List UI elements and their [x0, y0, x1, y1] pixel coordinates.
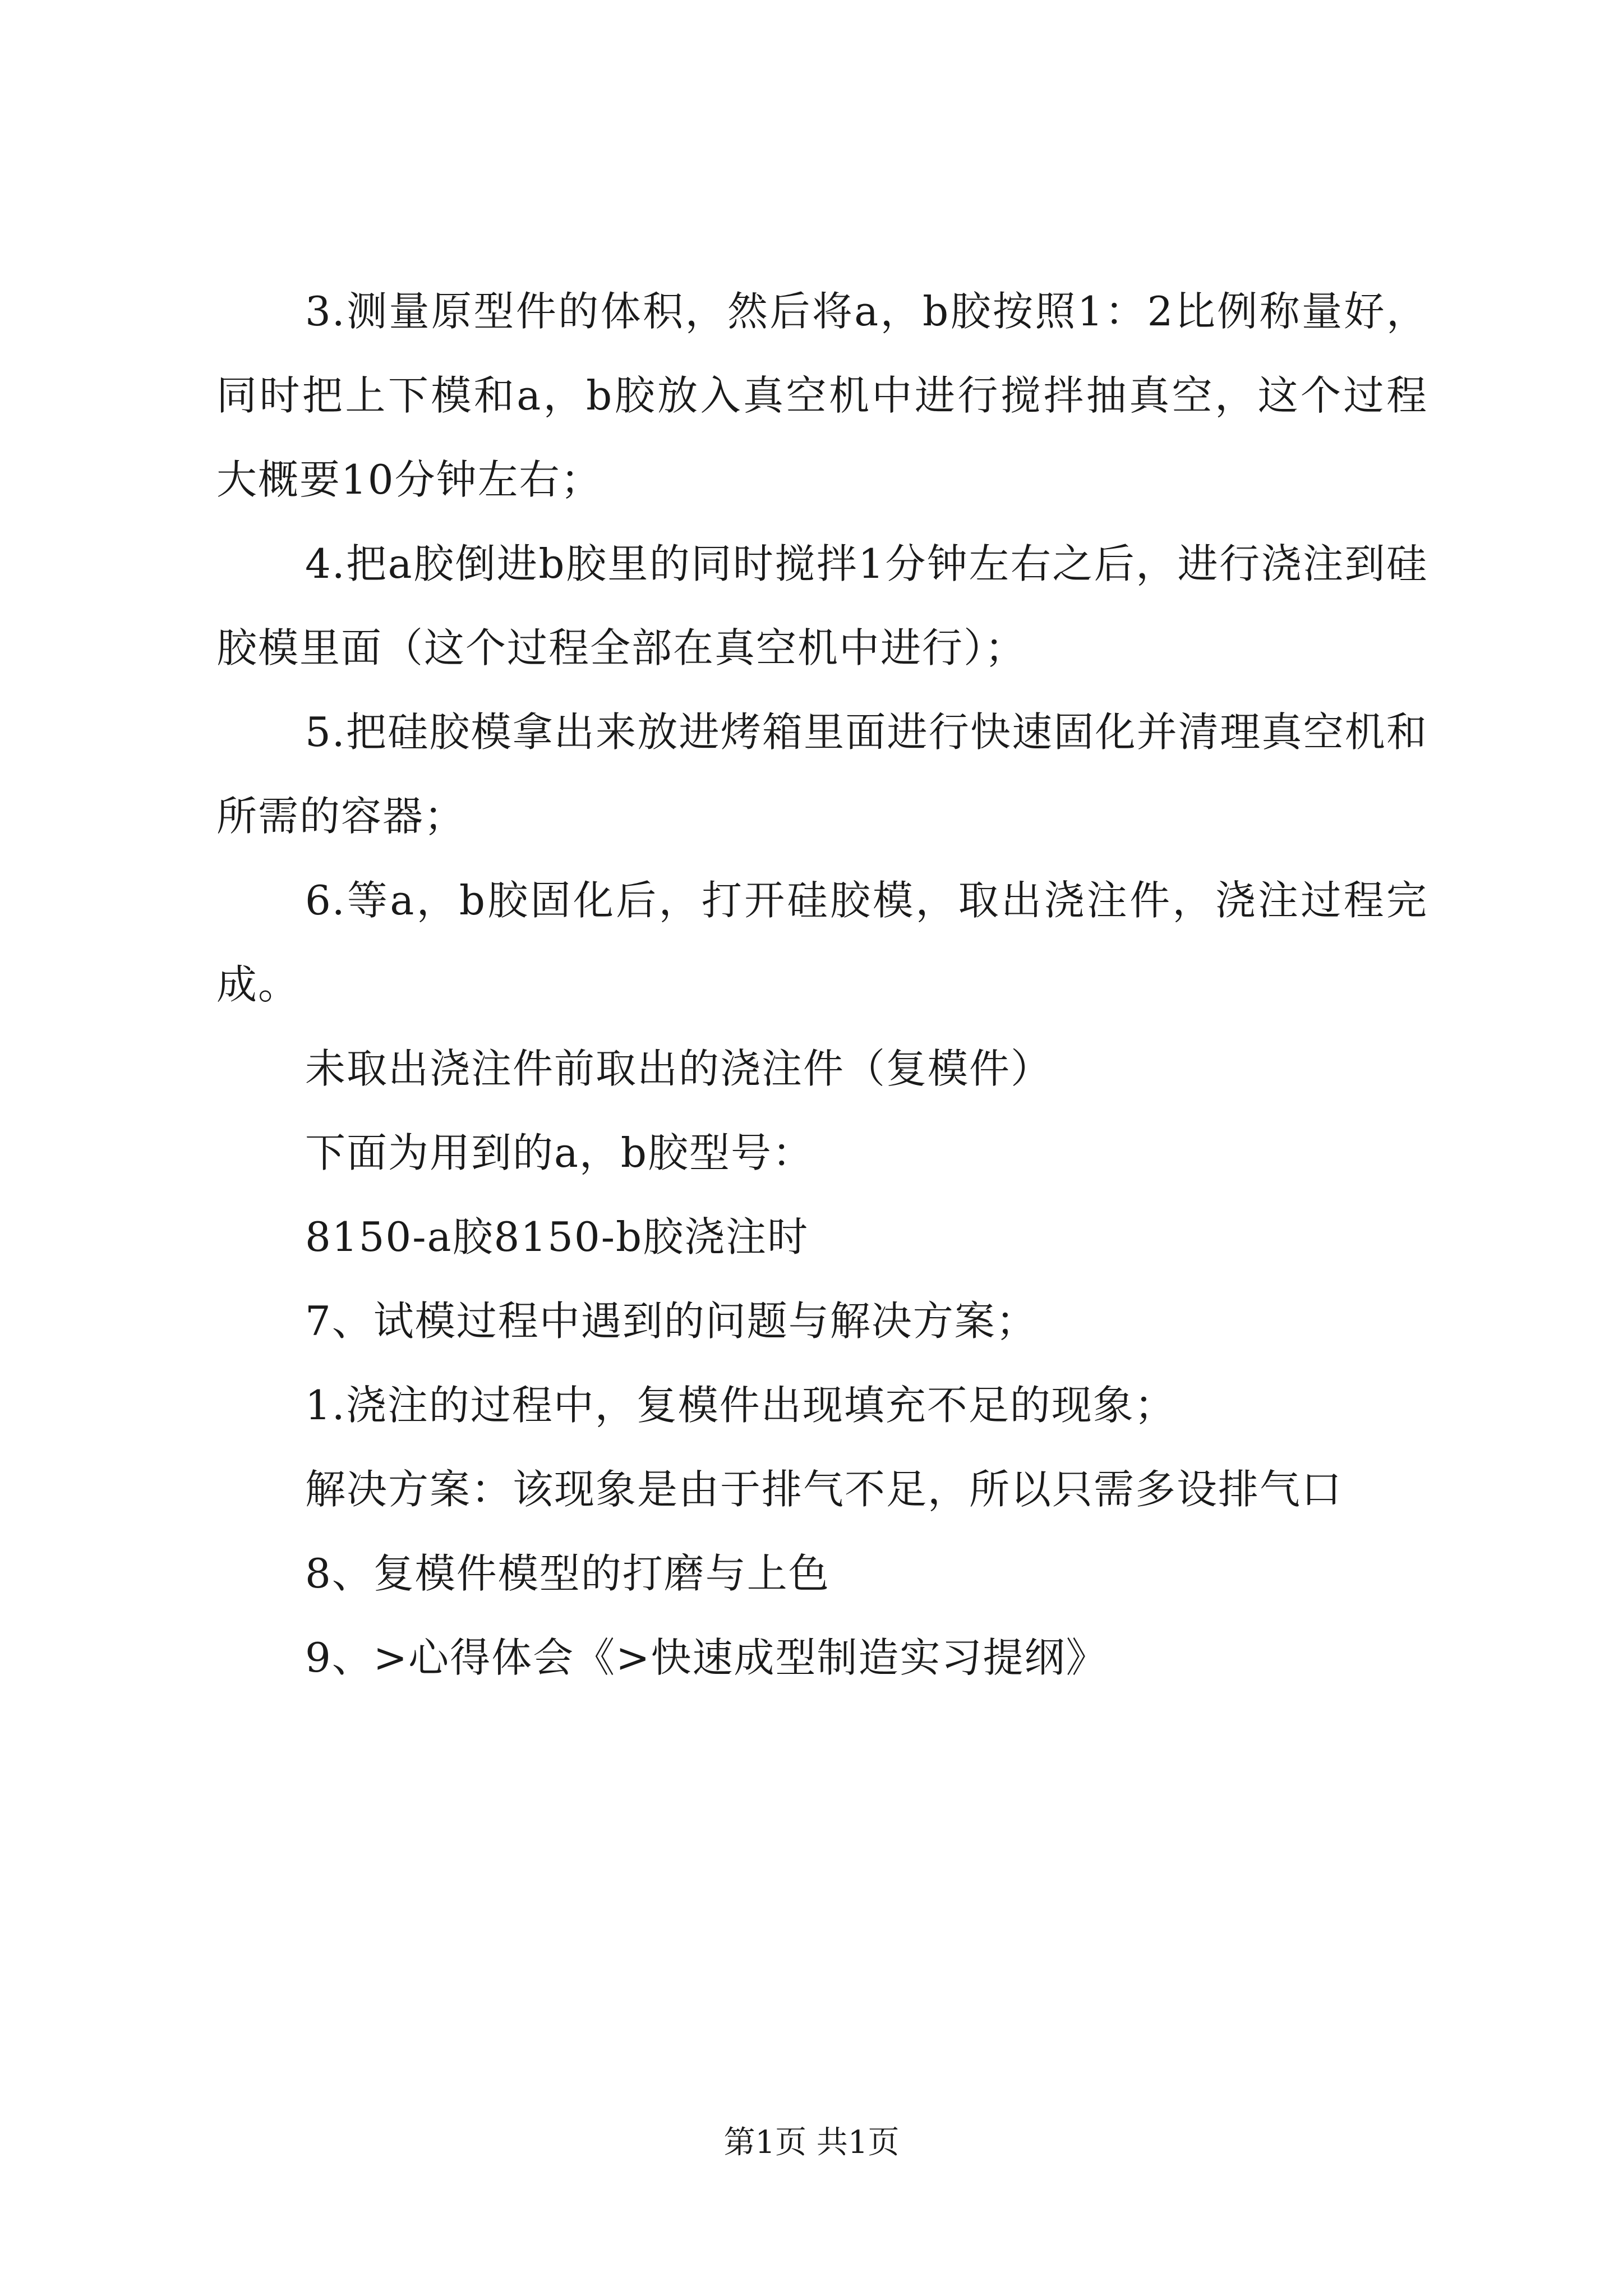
section-heading-9: 9、>心得体会《>快速成型制造实习提纲》 [305, 1634, 1108, 1681]
document-body [216, 269, 1428, 1700]
line-solution: 解决方案：该现象是由于排气不足，所以只需多设排气口 [305, 1466, 1343, 1513]
paragraph-step-6: 6.等a，b胶固化后，打开硅胶模，取出浇注件，浇注过程完成。 [216, 877, 1428, 1008]
line-problem-1: 1.浇注的过程中，复模件出现填充不足的现象； [305, 1382, 1176, 1429]
paragraph-step-3: 3.测量原型件的体积，然后将a，b胶按照1：2比例称量好，同时把上下模和a，b胶放入真空机中进行搅拌抽真空，这个过程大概要10分钟左右； [216, 288, 1428, 503]
section-heading-7: 7、试模过程中遇到的问题与解决方案； [305, 1297, 1038, 1345]
paragraph-step-4: 4.把a胶倒进b胶里的同时搅拌1分钟左右之后，进行浇注到硅胶模里面（这个过程全部在真空机中进行）； [216, 540, 1428, 671]
line-glue-models: 8150-a胶8150-b胶浇注时 [305, 1213, 809, 1260]
section-heading-8: 8、复模件模型的打磨与上色 [305, 1550, 830, 1597]
paragraph-step-5: 5.把硅胶模拿出来放进烤箱里面进行快速固化并清理真空机和所需的容器； [216, 708, 1428, 840]
line-glue-model-intro: 下面为用到的a，b胶型号： [305, 1129, 814, 1176]
page-footer: 第1页 共1页 [723, 2124, 900, 2161]
line-casting-note: 未取出浇注件前取出的浇注件（复模件） [305, 1045, 1053, 1092]
